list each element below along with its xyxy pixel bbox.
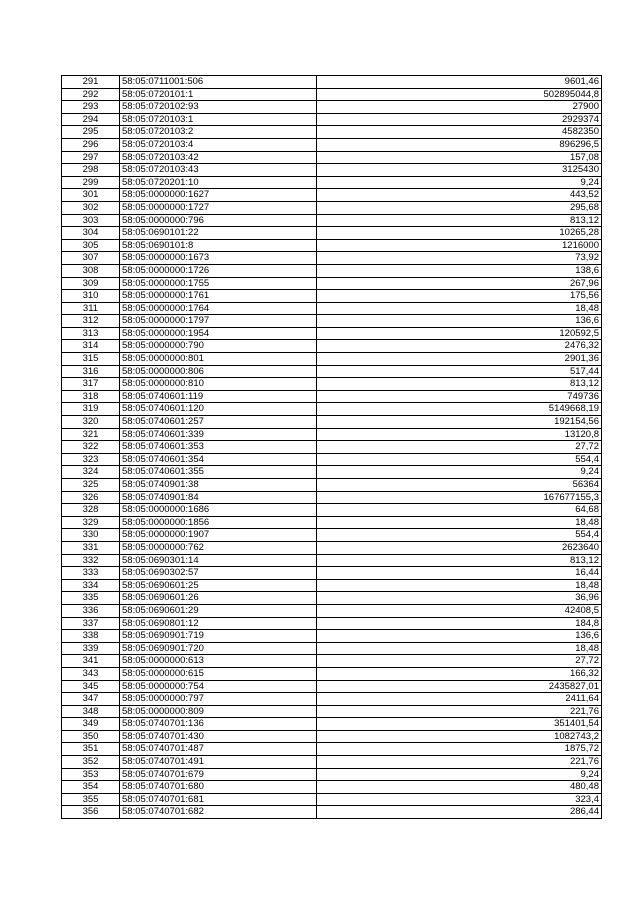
table-row [62,88,602,101]
cadastral-number-cell: 58:05:0690901:719 [120,630,317,643]
row-number-cell: 324 [62,466,120,479]
table-row [62,189,602,202]
value-cell: 2623640 [317,541,602,554]
value-cell: 9,24 [317,176,602,189]
value-cell: 192154,56 [317,416,602,429]
value-cell: 18,48 [317,516,602,529]
value-cell: 2929374 [317,113,602,126]
row-number-cell: 331 [62,541,120,554]
row-number-cell: 295 [62,126,120,139]
cadastral-number-cell: 58:05:0000000:762 [120,541,317,554]
value-cell: 286,44 [317,806,602,819]
cadastral-number-cell: 58:05:0690801:12 [120,617,317,630]
table-row [62,214,602,227]
cadastral-number-cell: 58:05:0740601:339 [120,428,317,441]
cadastral-number-cell: 58:05:0000000:1673 [120,252,317,265]
table-row [62,554,602,567]
table-row [62,655,602,668]
value-cell: 27,72 [317,441,602,454]
table-row [62,491,602,504]
table-body [62,76,602,819]
cadastral-number-cell: 58:05:0740601:353 [120,441,317,454]
value-cell: 136,6 [317,630,602,643]
cadastral-number-cell: 58:05:0690101:22 [120,227,317,240]
cadastral-number-cell: 58:05:0740701:679 [120,768,317,781]
row-number-cell: 305 [62,239,120,252]
cadastral-number-cell: 58:05:0000000:1856 [120,516,317,529]
row-number-cell: 329 [62,516,120,529]
cadastral-number-cell: 58:05:0720103:2 [120,126,317,139]
row-number-cell: 354 [62,781,120,794]
cadastral-number-cell: 58:05:0740601:119 [120,390,317,403]
cadastral-number-cell: 58:05:0000000:754 [120,680,317,693]
cadastral-number-cell: 58:05:0000000:1755 [120,277,317,290]
table-row [62,781,602,794]
cadastral-number-cell: 58:05:0690301:14 [120,554,317,567]
table-row [62,315,602,328]
value-cell: 175,56 [317,290,602,303]
row-number-cell: 316 [62,365,120,378]
cadastral-number-cell: 58:05:0000000:809 [120,705,317,718]
row-number-cell: 335 [62,592,120,605]
row-number-cell: 336 [62,604,120,617]
cadastral-number-cell: 58:05:0000000:613 [120,655,317,668]
row-number-cell: 339 [62,642,120,655]
table-row [62,113,602,126]
cadastral-number-cell: 58:05:0720103:4 [120,138,317,151]
value-cell: 517,44 [317,365,602,378]
value-cell: 480,48 [317,781,602,794]
table-row [62,680,602,693]
row-number-cell: 293 [62,101,120,114]
cadastral-number-cell: 58:05:0000000:797 [120,693,317,706]
row-number-cell: 298 [62,164,120,177]
row-number-cell: 317 [62,378,120,391]
cadastral-number-cell: 58:05:0720103:42 [120,151,317,164]
cadastral-number-cell: 58:05:0000000:801 [120,353,317,366]
row-number-cell: 313 [62,327,120,340]
value-cell: 27900 [317,101,602,114]
value-cell: 1875,72 [317,743,602,756]
value-cell: 295,68 [317,201,602,214]
table-row [62,541,602,554]
row-number-cell: 330 [62,529,120,542]
cadastral-number-cell: 58:05:0740701:680 [120,781,317,794]
value-cell: 36,96 [317,592,602,605]
cadastral-number-cell: 58:05:0000000:796 [120,214,317,227]
table-row [62,617,602,630]
row-number-cell: 353 [62,768,120,781]
row-number-cell: 296 [62,138,120,151]
cadastral-number-cell: 58:05:0740901:38 [120,479,317,492]
table-row [62,176,602,189]
value-cell: 502895044,8 [317,88,602,101]
cadastral-number-cell: 58:05:0000000:1797 [120,315,317,328]
row-number-cell: 308 [62,264,120,277]
row-number-cell: 334 [62,579,120,592]
row-number-cell: 345 [62,680,120,693]
cadastral-number-cell: 58:05:0740701:682 [120,806,317,819]
row-number-cell: 310 [62,290,120,303]
row-number-cell: 312 [62,315,120,328]
value-cell: 56364 [317,479,602,492]
table-row [62,290,602,303]
cadastral-number-cell: 58:05:0690601:25 [120,579,317,592]
value-cell: 351401,54 [317,718,602,731]
row-number-cell: 343 [62,667,120,680]
value-cell: 813,12 [317,554,602,567]
table-row [62,164,602,177]
table-row [62,353,602,366]
table-row [62,705,602,718]
cadastral-number-cell: 58:05:0000000:1764 [120,302,317,315]
table-row [62,416,602,429]
value-cell: 157,08 [317,151,602,164]
table-row [62,239,602,252]
table-row [62,793,602,806]
value-cell: 16,44 [317,567,602,580]
row-number-cell: 351 [62,743,120,756]
value-cell: 120592,5 [317,327,602,340]
value-cell: 2411,64 [317,693,602,706]
value-cell: 749736 [317,390,602,403]
row-number-cell: 294 [62,113,120,126]
value-cell: 166,32 [317,667,602,680]
table-row [62,365,602,378]
table-row [62,453,602,466]
row-number-cell: 315 [62,353,120,366]
value-cell: 2435827,01 [317,680,602,693]
table-row [62,151,602,164]
value-cell: 4582350 [317,126,602,139]
value-cell: 138,6 [317,264,602,277]
row-number-cell: 299 [62,176,120,189]
table-row [62,806,602,819]
data-table [61,75,602,819]
table-row [62,340,602,353]
row-number-cell: 322 [62,441,120,454]
value-cell: 267,96 [317,277,602,290]
row-number-cell: 356 [62,806,120,819]
cadastral-number-cell: 58:05:0740701:491 [120,756,317,769]
cadastral-number-cell: 58:05:0690601:26 [120,592,317,605]
row-number-cell: 349 [62,718,120,731]
table-row [62,327,602,340]
table-row [62,743,602,756]
value-cell: 136,6 [317,315,602,328]
value-cell: 323,4 [317,793,602,806]
cadastral-number-cell: 58:05:0690901:720 [120,642,317,655]
row-number-cell: 309 [62,277,120,290]
row-number-cell: 352 [62,756,120,769]
table-row [62,390,602,403]
table-row [62,579,602,592]
table-row [62,592,602,605]
cadastral-number-cell: 58:05:0000000:615 [120,667,317,680]
value-cell: 813,12 [317,214,602,227]
value-cell: 221,76 [317,705,602,718]
cadastral-number-cell: 58:05:0000000:1686 [120,504,317,517]
row-number-cell: 319 [62,403,120,416]
value-cell: 5149668,19 [317,403,602,416]
value-cell: 2901,36 [317,353,602,366]
cadastral-number-cell: 58:05:0740601:257 [120,416,317,429]
row-number-cell: 302 [62,201,120,214]
value-cell: 221,76 [317,756,602,769]
cadastral-number-cell: 58:05:0740901:84 [120,491,317,504]
value-cell: 9,24 [317,768,602,781]
cadastral-number-cell: 58:05:0000000:1726 [120,264,317,277]
row-number-cell: 321 [62,428,120,441]
table-row [62,302,602,315]
value-cell: 554,4 [317,529,602,542]
cadastral-number-cell: 58:05:0740601:120 [120,403,317,416]
table-row [62,604,602,617]
value-cell: 443,52 [317,189,602,202]
cadastral-number-cell: 58:05:0000000:810 [120,378,317,391]
table-row [62,504,602,517]
value-cell: 27,72 [317,655,602,668]
table-row [62,466,602,479]
value-cell: 2476,32 [317,340,602,353]
table-row [62,441,602,454]
row-number-cell: 341 [62,655,120,668]
row-number-cell: 323 [62,453,120,466]
table-row [62,76,602,89]
row-number-cell: 307 [62,252,120,265]
value-cell: 1082743,2 [317,730,602,743]
table-row [62,227,602,240]
table-row [62,730,602,743]
row-number-cell: 333 [62,567,120,580]
cadastral-number-cell: 58:05:0740701:136 [120,718,317,731]
row-number-cell: 311 [62,302,120,315]
value-cell: 3125430 [317,164,602,177]
table-row [62,667,602,680]
row-number-cell: 292 [62,88,120,101]
cadastral-number-cell: 58:05:0720201:10 [120,176,317,189]
value-cell: 10265,28 [317,227,602,240]
value-cell: 1216000 [317,239,602,252]
cadastral-number-cell: 58:05:0000000:1954 [120,327,317,340]
value-cell: 64,68 [317,504,602,517]
cadastral-number-cell: 58:05:0720103:43 [120,164,317,177]
table-row [62,693,602,706]
table-row [62,138,602,151]
table-row [62,126,602,139]
cadastral-number-cell: 58:05:0690101:8 [120,239,317,252]
row-number-cell: 328 [62,504,120,517]
table-row [62,642,602,655]
cadastral-number-cell: 58:05:0711001:506 [120,76,317,89]
cadastral-number-cell: 58:05:0720103:1 [120,113,317,126]
value-cell: 184,8 [317,617,602,630]
cadastral-number-cell: 58:05:0720101:1 [120,88,317,101]
row-number-cell: 332 [62,554,120,567]
cadastral-number-cell: 58:05:0000000:1761 [120,290,317,303]
table-row [62,378,602,391]
table-row [62,630,602,643]
table-row [62,201,602,214]
value-cell: 73,92 [317,252,602,265]
table-row [62,529,602,542]
cadastral-number-cell: 58:05:0720102:93 [120,101,317,114]
table-row [62,428,602,441]
table-row [62,756,602,769]
table-row [62,403,602,416]
row-number-cell: 301 [62,189,120,202]
cadastral-number-cell: 58:05:0740701:487 [120,743,317,756]
row-number-cell: 338 [62,630,120,643]
cadastral-number-cell: 58:05:0000000:806 [120,365,317,378]
row-number-cell: 318 [62,390,120,403]
row-number-cell: 347 [62,693,120,706]
cadastral-number-cell: 58:05:0740601:354 [120,453,317,466]
cadastral-number-cell: 58:05:0740701:430 [120,730,317,743]
cadastral-number-cell: 58:05:0000000:1727 [120,201,317,214]
row-number-cell: 337 [62,617,120,630]
value-cell: 42408,5 [317,604,602,617]
table-row [62,768,602,781]
row-number-cell: 304 [62,227,120,240]
row-number-cell: 303 [62,214,120,227]
cadastral-number-cell: 58:05:0740701:681 [120,793,317,806]
row-number-cell: 326 [62,491,120,504]
row-number-cell: 350 [62,730,120,743]
table-row [62,252,602,265]
row-number-cell: 348 [62,705,120,718]
value-cell: 554,4 [317,453,602,466]
row-number-cell: 355 [62,793,120,806]
row-number-cell: 291 [62,76,120,89]
value-cell: 18,48 [317,642,602,655]
value-cell: 13120,8 [317,428,602,441]
cadastral-number-cell: 58:05:0000000:790 [120,340,317,353]
table-row [62,479,602,492]
value-cell: 167677155,3 [317,491,602,504]
row-number-cell: 325 [62,479,120,492]
cadastral-number-cell: 58:05:0000000:1627 [120,189,317,202]
value-cell: 18,48 [317,302,602,315]
value-cell: 18,48 [317,579,602,592]
table-row [62,277,602,290]
row-number-cell: 320 [62,416,120,429]
value-cell: 896296,5 [317,138,602,151]
cadastral-number-cell: 58:05:0690601:29 [120,604,317,617]
table-row [62,567,602,580]
table-row [62,264,602,277]
table-row [62,718,602,731]
value-cell: 9601,46 [317,76,602,89]
value-cell: 813,12 [317,378,602,391]
value-cell: 9,24 [317,466,602,479]
cadastral-number-cell: 58:05:0690302:57 [120,567,317,580]
row-number-cell: 314 [62,340,120,353]
cadastral-number-cell: 58:05:0740601:355 [120,466,317,479]
table-row [62,101,602,114]
table-row [62,516,602,529]
row-number-cell: 297 [62,151,120,164]
cadastral-number-cell: 58:05:0000000:1907 [120,529,317,542]
